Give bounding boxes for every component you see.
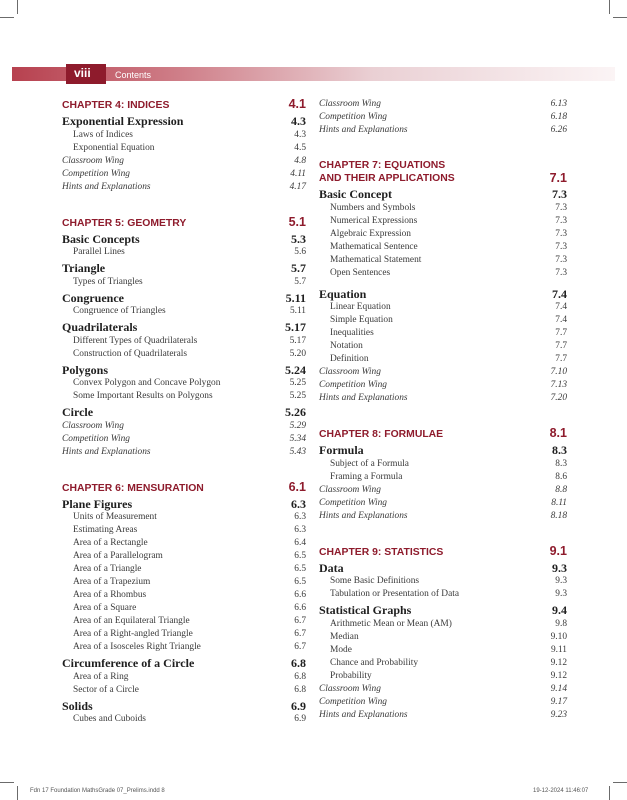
exercise-entry[interactable]: Hints and Explanations 7.20 [319,393,567,403]
exercise-entry[interactable]: Hints and Explanations 8.18 [319,510,567,521]
section-entry[interactable]: Data 9.3 [319,560,567,575]
exercise-entry[interactable]: Classroom Wing 4.8 [62,155,306,166]
chapter-heading[interactable]: CHAPTER 8: FORMULAE 8.1 [319,426,567,440]
subsection-entry[interactable]: Area of a Isosceles Right Triangle 6.7 [73,642,306,652]
crop-mark [613,17,627,18]
exercise-entry[interactable]: Hints and Explanations 5.43 [62,446,306,457]
print-slug-file: Fdn 17 Foundation MathsGrade 07_Prelims.indd 8 [30,788,165,794]
subsection-entry[interactable]: Median 9.10 [330,631,567,642]
subsection-entry[interactable]: Area of a Rectangle 6.4 [73,538,306,548]
chapter-heading[interactable]: CHAPTER 7: EQUATIONS AND THEIR APPLICATIONS 7.1 [319,160,567,185]
chapter-heading[interactable]: CHAPTER 4: INDICES 4.1 [62,97,306,111]
subsection-entry[interactable]: Chance and Probability 9.12 [330,657,567,668]
subsection-entry[interactable]: Framing a Formula 8.6 [330,471,567,482]
running-title: Contents [115,70,152,80]
subsection-entry[interactable]: Simple Equation 7.4 [330,315,567,325]
exercise-entry[interactable]: Classroom Wing 7.10 [319,367,567,377]
subsection-entry[interactable]: Convex Polygon and Concave Polygon 5.25 [73,378,306,388]
exercise-entry[interactable]: Competition Wing 7.13 [319,380,567,390]
exercise-entry[interactable]: Competition Wing 8.11 [319,497,567,508]
subsection-entry[interactable]: Area of a Square 6.6 [73,603,306,613]
section-entry[interactable]: Triangle 5.7 [62,261,306,275]
section-entry[interactable]: Circle 5.26 [62,405,306,419]
crop-mark [17,786,18,800]
section-entry[interactable]: Formula 8.3 [319,443,567,457]
exercise-entry[interactable]: Classroom Wing 5.29 [62,420,306,431]
exercise-entry[interactable]: Classroom Wing 9.14 [319,683,567,694]
chapter-heading[interactable]: CHAPTER 5: GEOMETRY 5.1 [62,214,306,229]
subsection-entry[interactable]: Area of a Parallelogram 6.5 [73,551,306,561]
subsection-entry[interactable]: Congruence of Triangles 5.11 [73,306,306,316]
subsection-entry[interactable]: Types of Triangles 5.7 [73,276,306,287]
subsection-entry[interactable]: Cubes and Cuboids 6.9 [73,714,306,724]
page-number-box [66,64,106,84]
subsection-entry[interactable]: Numerical Expressions 7.3 [330,215,567,226]
exercise-entry[interactable]: Competition Wing 6.18 [319,112,567,122]
subsection-entry[interactable]: Numbers and Symbols 7.3 [330,202,567,213]
crop-mark [609,0,610,14]
exercise-entry[interactable]: Classroom Wing 6.13 [319,99,567,109]
subsection-entry[interactable]: Area of an Equilateral Triangle 6.7 [73,616,306,626]
subsection-entry[interactable]: Laws of Indices 4.3 [73,129,306,140]
subsection-entry[interactable]: Tabulation or Presentation of Data 9.3 [330,589,567,599]
section-entry[interactable]: Quadrilaterals 5.17 [62,320,306,334]
exercise-entry[interactable]: Hints and Explanations 4.17 [62,181,306,192]
crop-mark [17,0,18,14]
toc-right-column [319,98,567,722]
subsection-entry[interactable]: Estimating Areas 6.3 [73,525,306,535]
subsection-entry[interactable]: Sector of a Circle 6.8 [73,684,306,695]
crop-mark [0,782,14,783]
subsection-entry[interactable]: Inequalities 7.7 [330,328,567,338]
print-slug-date: 19-12-2024 11:46:07 [533,788,589,794]
exercise-entry[interactable]: Competition Wing 4.11 [62,168,306,179]
subsection-entry[interactable]: Exponential Equation 4.5 [73,142,306,153]
crop-mark [613,782,627,783]
section-entry[interactable]: Circumference of a Circle 6.8 [62,656,306,670]
section-entry[interactable]: Congruence 5.11 [62,290,306,305]
section-entry[interactable]: Basic Concepts 5.3 [62,231,306,246]
subsection-entry[interactable]: Area of a Ring 6.8 [73,671,306,682]
chapter-heading[interactable]: CHAPTER 9: STATISTICS 9.1 [319,543,567,558]
exercise-entry[interactable]: Hints and Explanations 9.23 [319,709,567,720]
subsection-entry[interactable]: Different Types of Quadrilaterals 5.17 [73,335,306,346]
section-entry[interactable]: Solids 6.9 [62,698,306,713]
exercise-entry[interactable]: Classroom Wing 8.8 [319,484,567,495]
subsection-entry[interactable]: Area of a Right-angled Triangle 6.7 [73,629,306,639]
exercise-entry[interactable]: Competition Wing 9.17 [319,696,567,707]
subsection-entry[interactable]: Construction of Quadrilaterals 5.20 [73,348,306,359]
subsection-entry[interactable]: Mathematical Sentence 7.3 [330,241,567,252]
section-entry[interactable]: Plane Figures 6.3 [62,496,306,511]
section-entry[interactable]: Statistical Graphs 9.4 [319,603,567,617]
subsection-entry[interactable]: Parallel Lines 5.6 [73,247,306,257]
section-entry[interactable]: Basic Concept 7.3 [319,187,567,201]
crop-mark [609,786,610,800]
toc-left-column [62,98,306,726]
subsection-entry[interactable]: Subject of a Formula 8.3 [330,458,567,469]
subsection-entry[interactable]: Definition 7.7 [330,354,567,364]
subsection-entry[interactable]: Mode 9.11 [330,644,567,655]
subsection-entry[interactable]: Algebraic Expression 7.3 [330,228,567,239]
exercise-entry[interactable]: Hints and Explanations 6.26 [319,125,567,135]
subsection-entry[interactable]: Area of a Triangle 6.5 [73,564,306,574]
subsection-entry[interactable]: Notation 7.7 [330,341,567,351]
page-number: viii [74,66,91,80]
section-entry[interactable]: Equation 7.4 [319,286,567,301]
subsection-entry[interactable]: Open Sentences 7.3 [330,267,567,278]
subsection-entry[interactable]: Area of a Trapezium 6.5 [73,577,306,587]
subsection-entry[interactable]: Units of Measurement 6.3 [73,512,306,522]
subsection-entry[interactable]: Some Basic Definitions 9.3 [330,576,567,586]
crop-mark [0,17,14,18]
subsection-entry[interactable]: Some Important Results on Polygons 5.25 [73,391,306,401]
subsection-entry[interactable]: Probability 9.12 [330,670,567,681]
subsection-entry[interactable]: Arithmetic Mean or Mean (AM) 9.8 [330,618,567,629]
section-entry[interactable]: Exponential Expression 4.3 [62,114,306,128]
chapter-heading[interactable]: CHAPTER 6: MENSURATION 6.1 [62,479,306,494]
subsection-entry[interactable]: Linear Equation 7.4 [330,302,567,312]
subsection-entry[interactable]: Mathematical Statement 7.3 [330,254,567,265]
subsection-entry[interactable]: Area of a Rhombus 6.6 [73,590,306,600]
exercise-entry[interactable]: Competition Wing 5.34 [62,433,306,444]
section-entry[interactable]: Polygons 5.24 [62,362,306,377]
